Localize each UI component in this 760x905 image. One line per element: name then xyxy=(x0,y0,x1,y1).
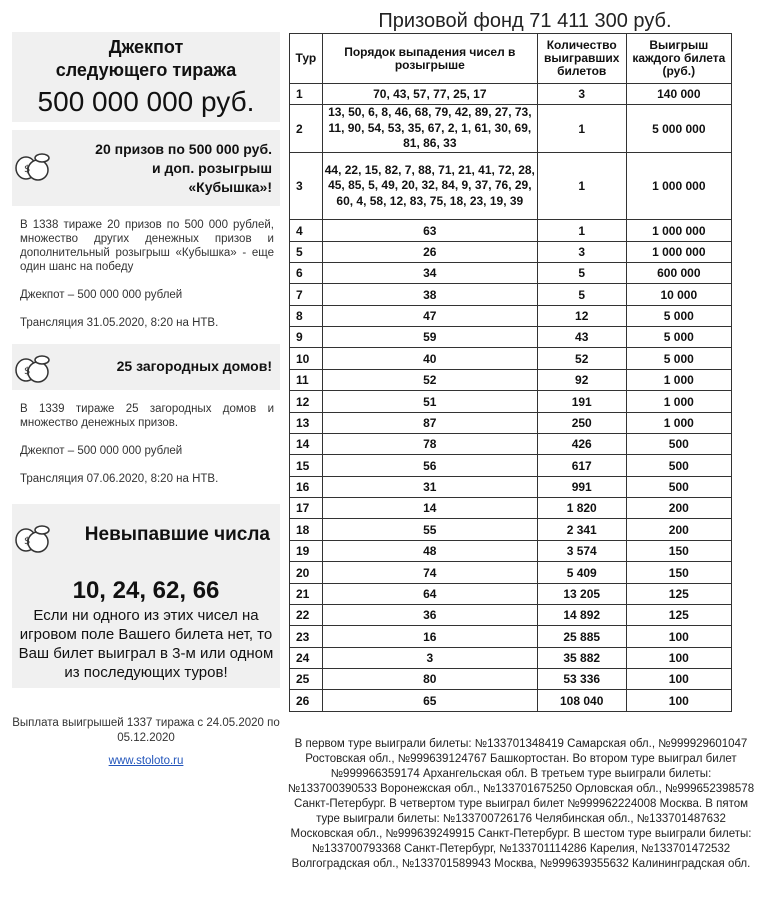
tour-cell: 3 xyxy=(290,153,323,220)
results-table xyxy=(289,33,732,712)
jackpot-block xyxy=(12,32,280,122)
numbers-cell: 31 xyxy=(322,477,537,498)
numbers-cell: 47 xyxy=(322,306,537,327)
numbers-cell: 40 xyxy=(322,348,537,370)
table-row xyxy=(290,306,732,327)
table-row xyxy=(290,391,732,413)
table-row xyxy=(290,84,732,105)
count-cell: 108 040 xyxy=(537,690,626,712)
header-tour: Тур xyxy=(290,34,323,84)
count-cell: 52 xyxy=(537,348,626,370)
promo-line-1: 20 призов по 500 000 руб. xyxy=(95,141,272,157)
numbers-cell: 48 xyxy=(322,541,537,562)
prize-cell: 5 000 xyxy=(626,348,731,370)
table-row xyxy=(290,690,732,712)
prize-cell: 500 xyxy=(626,477,731,498)
numbers-cell: 3 xyxy=(322,648,537,669)
tour-cell: 22 xyxy=(290,605,323,626)
coins-icon xyxy=(14,150,52,182)
count-cell: 5 409 xyxy=(537,562,626,584)
prize-cell: 150 xyxy=(626,541,731,562)
numbers-cell: 51 xyxy=(322,391,537,413)
tour-cell: 2 xyxy=(290,105,323,153)
tour-cell: 19 xyxy=(290,541,323,562)
numbers-cell: 26 xyxy=(322,242,537,263)
numbers-cell: 44, 22, 15, 82, 7, 88, 71, 21, 41, 72, 28, 45, 85, 5, 49, 20, 32, 84, 9, 37, 76, 29, 60, 4, 58, 12, 83, 75, 18, 23, 19, 39 xyxy=(322,153,537,220)
draw-1338-broadcast: Трансляция 31.05.2020, 8:20 на НТВ. xyxy=(20,317,219,329)
table-header-row xyxy=(290,34,732,84)
draw-1339-text: В 1339 тираже 25 загородных домов и множество денежных призов. xyxy=(20,403,274,429)
prize-cell: 10 000 xyxy=(626,284,731,306)
draw-1339-broadcast: Трансляция 07.06.2020, 8:20 на НТВ. xyxy=(20,473,219,485)
table-row xyxy=(290,669,732,690)
prize-cell: 5 000 xyxy=(626,306,731,327)
draw-1339-info xyxy=(12,390,280,504)
prize-cell: 1 000 000 xyxy=(626,220,731,242)
promo-line-3: «Кубышка»! xyxy=(188,179,272,195)
payout-text: Выплата выигрышей 1337 тиража с 24.05.2020 по 05.12.2020 xyxy=(12,717,280,744)
table-row xyxy=(290,263,732,284)
count-cell: 250 xyxy=(537,413,626,434)
count-cell: 3 xyxy=(537,84,626,105)
count-cell: 53 336 xyxy=(537,669,626,690)
count-cell: 14 892 xyxy=(537,605,626,626)
numbers-cell: 38 xyxy=(322,284,537,306)
prize-fund-title: Призовой фонд 71 411 300 руб. xyxy=(378,10,672,32)
svg-text:$: $ xyxy=(24,366,31,377)
count-cell: 991 xyxy=(537,477,626,498)
table-row xyxy=(290,498,732,519)
svg-text:$: $ xyxy=(24,164,31,175)
draw-1338-jackpot: Джекпот – 500 000 000 рублей xyxy=(20,289,183,301)
count-cell: 13 205 xyxy=(537,584,626,605)
prize-cell: 5 000 xyxy=(626,327,731,348)
promo-houses-title: 25 загородных домов! xyxy=(116,358,272,374)
tour-cell: 4 xyxy=(290,220,323,242)
tour-cell: 17 xyxy=(290,498,323,519)
promo-houses xyxy=(12,344,280,390)
table-row xyxy=(290,477,732,498)
table-row xyxy=(290,434,732,455)
table-row xyxy=(290,519,732,541)
numbers-cell: 74 xyxy=(322,562,537,584)
tour-cell: 26 xyxy=(290,690,323,712)
coins-icon xyxy=(14,352,52,384)
tour-cell: 10 xyxy=(290,348,323,370)
table-row xyxy=(290,413,732,434)
promo-kubyshka xyxy=(12,130,280,206)
tour-cell: 6 xyxy=(290,263,323,284)
tour-cell: 16 xyxy=(290,477,323,498)
unplayed-content xyxy=(12,572,280,688)
table-row xyxy=(290,455,732,477)
count-cell: 12 xyxy=(537,306,626,327)
tour-cell: 24 xyxy=(290,648,323,669)
numbers-cell: 52 xyxy=(322,370,537,391)
numbers-cell: 13, 50, 6, 8, 46, 68, 79, 42, 89, 27, 73, 11, 90, 54, 53, 35, 67, 2, 1, 61, 30, 69, 81, 86, 33 xyxy=(322,105,537,153)
prize-cell: 150 xyxy=(626,562,731,584)
numbers-cell: 55 xyxy=(322,519,537,541)
numbers-cell: 70, 43, 57, 77, 25, 17 xyxy=(322,84,537,105)
jackpot-subtitle: следующего тиража xyxy=(55,60,237,80)
numbers-cell: 34 xyxy=(322,263,537,284)
tour-cell: 9 xyxy=(290,327,323,348)
unplayed-block xyxy=(12,504,280,688)
tour-cell: 23 xyxy=(290,626,323,648)
prize-cell: 100 xyxy=(626,669,731,690)
count-cell: 1 xyxy=(537,153,626,220)
prize-cell: 1 000 xyxy=(626,413,731,434)
table-row xyxy=(290,105,732,153)
tour-cell: 15 xyxy=(290,455,323,477)
stoloto-link[interactable]: www.stoloto.ru xyxy=(108,755,184,767)
count-cell: 25 885 xyxy=(537,626,626,648)
left-column xyxy=(12,32,280,688)
count-cell: 43 xyxy=(537,327,626,348)
count-cell: 1 xyxy=(537,105,626,153)
numbers-cell: 64 xyxy=(322,584,537,605)
prize-cell: 1 000 xyxy=(626,370,731,391)
header-count: Количество выигравших билетов xyxy=(537,34,626,84)
table-row xyxy=(290,584,732,605)
table-row xyxy=(290,242,732,263)
count-cell: 617 xyxy=(537,455,626,477)
tour-cell: 13 xyxy=(290,413,323,434)
tour-cell: 12 xyxy=(290,391,323,413)
count-cell: 2 341 xyxy=(537,519,626,541)
numbers-cell: 87 xyxy=(322,413,537,434)
prize-cell: 500 xyxy=(626,434,731,455)
prize-cell: 1 000 000 xyxy=(626,242,731,263)
tour-cell: 1 xyxy=(290,84,323,105)
prize-cell: 100 xyxy=(626,690,731,712)
tour-cell: 21 xyxy=(290,584,323,605)
prize-cell: 140 000 xyxy=(626,84,731,105)
count-cell: 3 574 xyxy=(537,541,626,562)
promo-kubyshka-text xyxy=(95,140,272,197)
prize-cell: 100 xyxy=(626,648,731,669)
count-cell: 1 xyxy=(537,220,626,242)
table-row xyxy=(290,284,732,306)
tour-cell: 20 xyxy=(290,562,323,584)
count-cell: 5 xyxy=(537,284,626,306)
numbers-cell: 65 xyxy=(322,690,537,712)
unplayed-numbers: 10, 24, 62, 66 xyxy=(72,577,220,604)
table-body xyxy=(290,84,732,712)
tour-cell: 25 xyxy=(290,669,323,690)
prize-cell: 200 xyxy=(626,498,731,519)
prize-cell: 100 xyxy=(626,626,731,648)
table-row xyxy=(290,605,732,626)
tour-cell: 8 xyxy=(290,306,323,327)
winners-list: В первом туре выиграли билеты: №133701348419 Самарская обл., №999929601047 Ростовская обл., №999639124767 Башкортостан. Во втором туре выиграл билет №999966359174 Архангельская обл. В третьем туре выиграли билеты: №133700390533 Воронежская обл., №133701675250 Орловская обл., №999652398578 Санкт-Петербург. В четвертом туре выиграл билет №999962224008 Москва. В пятом туре выиграли билеты: №133700726176 Челябинская обл., №133701487632 Московская обл., №999639249915 Санкт-Петербург. В шестом туре выиграли билеты: №133700793368 Санкт-Петербург, №133701114286 Карелия, №133701472532 Волгоградская обл., №133701589943 Москва, №999639355632 Калининградская обл. xyxy=(287,738,755,870)
count-cell: 35 882 xyxy=(537,648,626,669)
promo-line-2: и доп. розыгрыш xyxy=(151,160,272,176)
numbers-cell: 80 xyxy=(322,669,537,690)
tour-cell: 18 xyxy=(290,519,323,541)
count-cell: 191 xyxy=(537,391,626,413)
draw-1338-info xyxy=(12,206,280,348)
numbers-cell: 78 xyxy=(322,434,537,455)
svg-text:$: $ xyxy=(24,536,31,547)
numbers-cell: 56 xyxy=(322,455,537,477)
table-row xyxy=(290,153,732,220)
count-cell: 1 820 xyxy=(537,498,626,519)
header-prize: Выигрыш каждого билета (руб.) xyxy=(626,34,731,84)
prize-cell: 500 xyxy=(626,455,731,477)
tour-cell: 14 xyxy=(290,434,323,455)
prize-cell: 600 000 xyxy=(626,263,731,284)
table-row xyxy=(290,626,732,648)
tour-cell: 5 xyxy=(290,242,323,263)
numbers-cell: 59 xyxy=(322,327,537,348)
prize-cell: 1 000 000 xyxy=(626,153,731,220)
count-cell: 5 xyxy=(537,263,626,284)
table-row xyxy=(290,562,732,584)
tour-cell: 11 xyxy=(290,370,323,391)
unplayed-text: Если ни одного из этих чисел на игровом поле Вашего билета нет, то Ваш билет выиграл в 3-м или одном из последующих туров! xyxy=(18,607,274,681)
prize-cell: 200 xyxy=(626,519,731,541)
unplayed-title: Невыпавшие числа xyxy=(84,524,270,545)
table-row xyxy=(290,370,732,391)
tour-cell: 7 xyxy=(290,284,323,306)
prize-cell: 125 xyxy=(626,584,731,605)
draw-1338-text: В 1338 тираже 20 призов по 500 000 рублей, множество других денежных призов и дополнительный розыгрыш «Кубышка» - еще один шанс на победу xyxy=(20,219,274,273)
header-numbers: Порядок выпадения чисел в розыгрыше xyxy=(322,34,537,84)
numbers-cell: 14 xyxy=(322,498,537,519)
table-row xyxy=(290,541,732,562)
table-row xyxy=(290,348,732,370)
table-row xyxy=(290,327,732,348)
numbers-cell: 36 xyxy=(322,605,537,626)
count-cell: 3 xyxy=(537,242,626,263)
numbers-cell: 63 xyxy=(322,220,537,242)
jackpot-label: Джекпот xyxy=(108,37,184,57)
coins-icon xyxy=(14,522,52,554)
prize-cell: 5 000 000 xyxy=(626,105,731,153)
count-cell: 426 xyxy=(537,434,626,455)
draw-1339-jackpot: Джекпот – 500 000 000 рублей xyxy=(20,445,183,457)
prize-cell: 1 000 xyxy=(626,391,731,413)
jackpot-amount: 500 000 000 руб. xyxy=(37,86,255,117)
numbers-cell: 16 xyxy=(322,626,537,648)
prize-cell: 125 xyxy=(626,605,731,626)
count-cell: 92 xyxy=(537,370,626,391)
payout-info xyxy=(12,716,280,769)
table-row xyxy=(290,648,732,669)
unplayed-header xyxy=(12,504,280,572)
table-row xyxy=(290,220,732,242)
